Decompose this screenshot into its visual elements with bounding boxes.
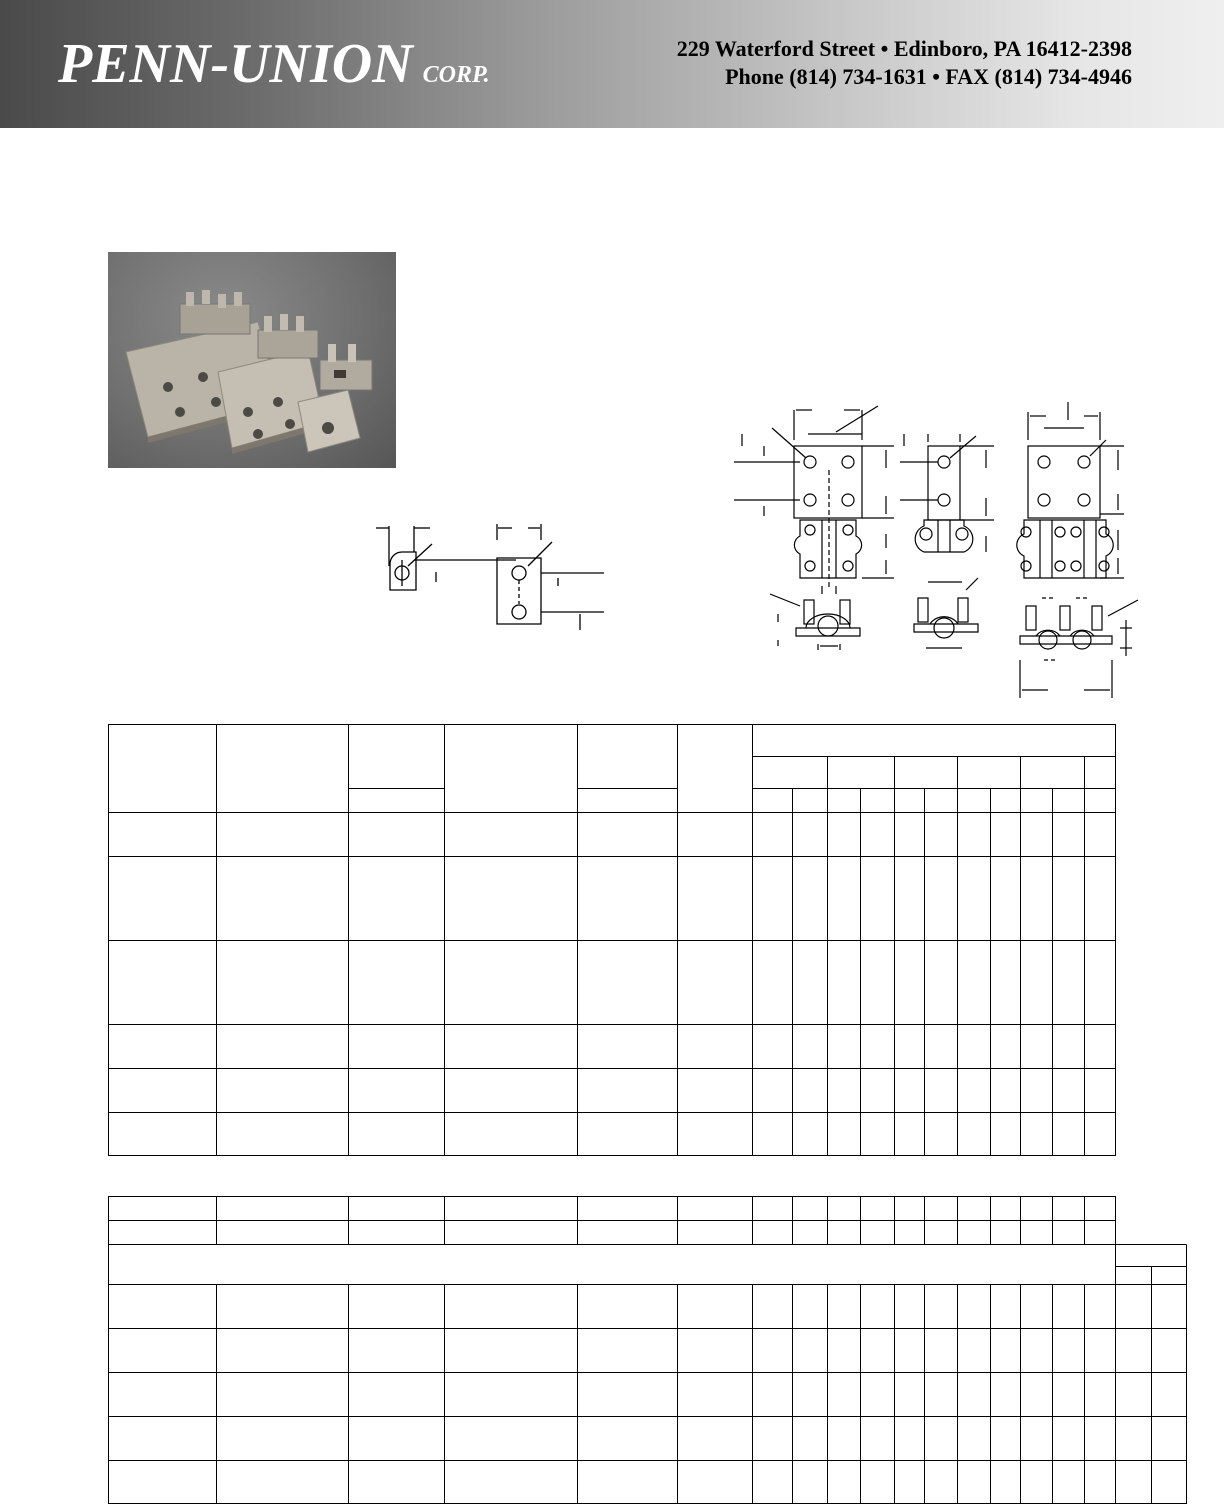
address-line: 229 Waterford Street • Edinboro, PA 16412-2398 (676, 36, 1132, 61)
brand-suffix: CORP. (422, 62, 490, 88)
contact-line: Phone (814) 734-1631 • FAX (814) 734-4946 (725, 64, 1132, 89)
brand-name: PENN-UNION (58, 33, 413, 95)
